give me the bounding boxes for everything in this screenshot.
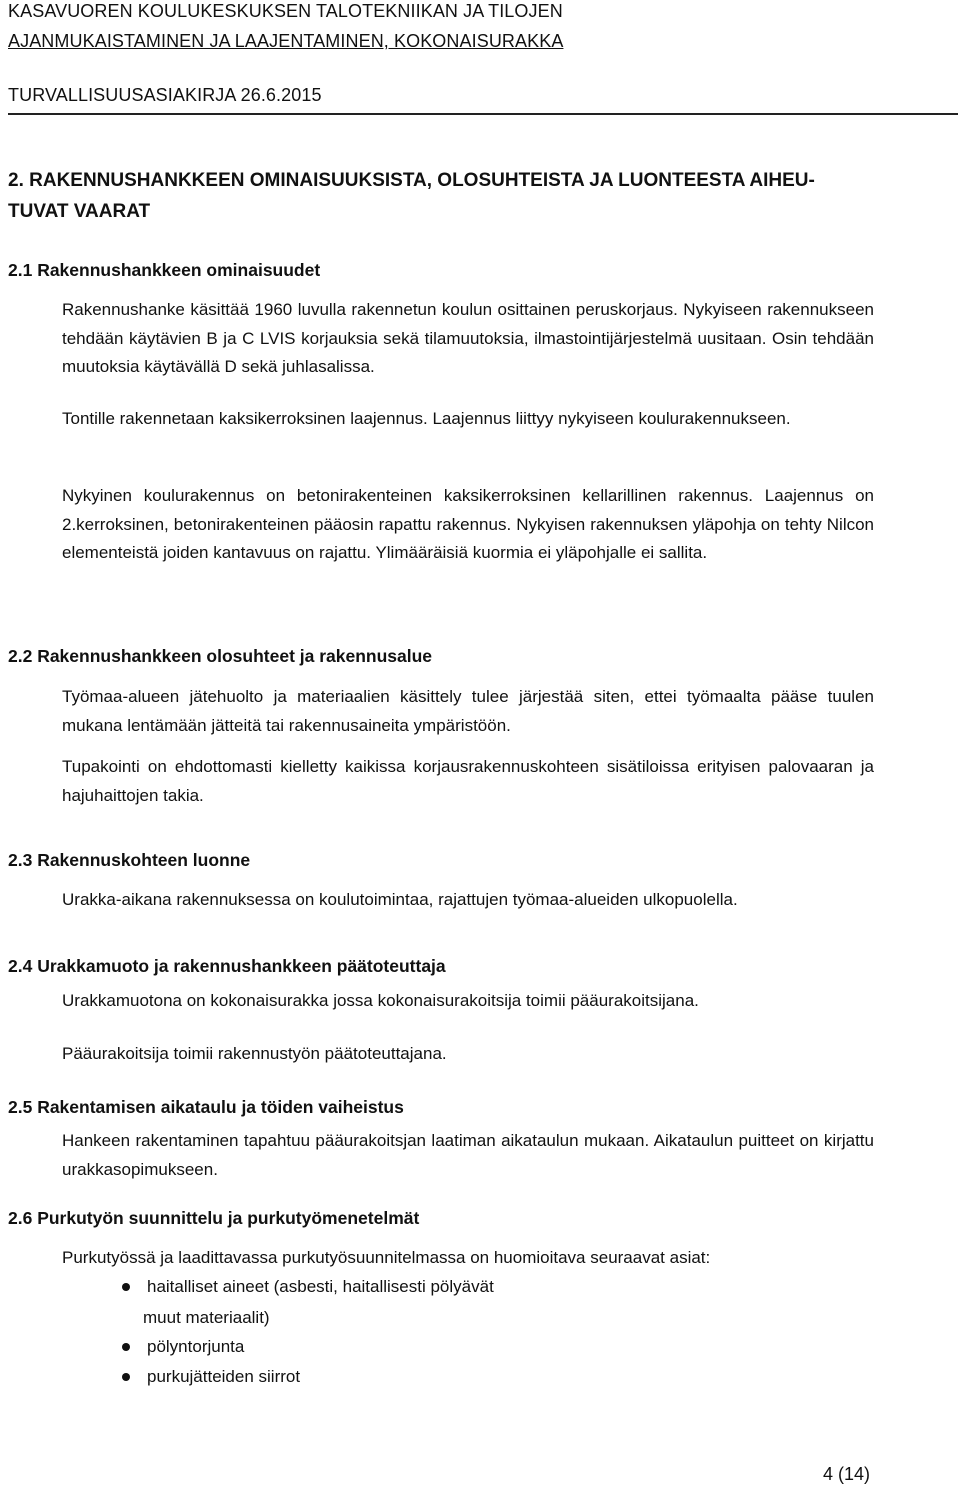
heading-2-6: 2.6 Purkutyön suunnittelu ja purkutyömenetelmät (8, 1208, 420, 1228)
list-item (62, 1332, 762, 1362)
paragraph-2-5-a: Hankeen rakentaminen tapahtuu pääurakoitsjan laatiman aikataulun mukaan. Aikataulun puitteet on kirjattu urakkasopimukseen. (62, 1131, 874, 1179)
bullet-dot-icon (122, 1343, 130, 1351)
list-item-text: haitalliset aineet (asbesti, haitallisesti pölyävät (147, 1277, 494, 1296)
paragraph-2-2-b: Tupakointi on ehdottomasti kielletty kaikissa korjausrakennuskohteen sisätiloissa erityisen palovaaran ja hajuhaittojen takia. (62, 757, 874, 805)
list-item (62, 1362, 762, 1392)
page-number: 4 (14) (822, 1464, 870, 1484)
paragraph-2-3-a: Urakka-aikana rakennuksessa on koulutoimintaa, rajattujen työmaa-alueiden ulkopuolella. (62, 890, 738, 909)
paragraph-2-1-c: Nykyinen koulurakennus on betonirakenteinen kaksikerroksinen kellarillinen rakennus. Laajennus on 2.kerroksinen, betonirakenteinen pääosin rapattu rakennus. Nykyisen rakennuksen yläpohja on tehty Nilcon elementeistä joiden kantavuus on rajattu. Ylimääräisiä kuormia ei yläpohjalle ei sallita. (62, 486, 874, 562)
header-divider (8, 113, 958, 115)
heading-2-3: 2.3 Rakennuskohteen luonne (8, 850, 251, 870)
paragraph-2-4-b: Pääurakoitsija toimii rakennustyön päätoteuttajana. (62, 1044, 447, 1063)
bullet-dot-icon (122, 1373, 130, 1381)
bullet-list (62, 1272, 762, 1392)
list-item-text: pölyntorjunta (147, 1337, 245, 1356)
header-line-1: KASAVUOREN KOULUKESKUKSEN TALOTEKNIIKAN JA TILOJEN (8, 1, 563, 21)
paragraph-2-1-a: Rakennushanke käsittää 1960 luvulla rakennetun koulun osittainen peruskorjaus. Nykyiseen rakennukseen tehdään käytävien B ja C LVIS korjauksia sekä tilamuutoksia, ilmastointijärjestelmä uusitaan. Osin tehdään muutoksia käytävällä D sekä juhlasalissa. (62, 300, 874, 376)
list-item-text: purkujätteiden siirrot (147, 1367, 301, 1386)
header-line-2 (8, 30, 563, 52)
header-line-3: TURVALLISUUSASIAKIRJA 26.6.2015 (8, 85, 322, 105)
heading-2-5: 2.5 Rakentamisen aikataulu ja töiden vaiheistus (8, 1097, 404, 1117)
bullet-dot-icon (122, 1283, 130, 1291)
paragraph-2-1-b: Tontille rakennetaan kaksikerroksinen laajennus. Laajennus liittyy nykyiseen koulurakennukseen. (62, 409, 791, 428)
list-item-continuation: muut materiaalit) (143, 1308, 270, 1327)
section-title: 2. RAKENNUSHANKKEEN OMINAISUUKSISTA, OLOSUHTEISTA JA LUONTEESTA AIHEU-TUVAT VAARAT (8, 170, 815, 222)
paragraph-2-2-a: Työmaa-alueen jätehuolto ja materiaalien käsittely tulee järjestää siten, ettei työmaalta pääse tuulen mukana lentämään jätteitä tai rakennusaineita ympäristöön. (62, 687, 874, 735)
heading-2-1: 2.1 Rakennushankkeen ominaisuudet (8, 260, 321, 280)
header-line-2-text: AJANMUKAISTAMINEN JA LAAJENTAMINEN, KOKONAISURAKKA (8, 31, 564, 51)
list-item (62, 1272, 762, 1302)
paragraph-2-4-a: Urakkamuotona on kokonaisurakka jossa kokonaisurakoitsija toimii pääurakoitsijana. (62, 991, 699, 1010)
paragraph-2-6-a: Purkutyössä ja laadittavassa purkutyösuunnitelmassa on huomioitava seuraavat asiat: (62, 1248, 711, 1267)
heading-2-2: 2.2 Rakennushankkeen olosuhteet ja rakennusalue (8, 646, 433, 666)
heading-2-4: 2.4 Urakkamuoto ja rakennushankkeen päätoteuttaja (8, 956, 446, 976)
